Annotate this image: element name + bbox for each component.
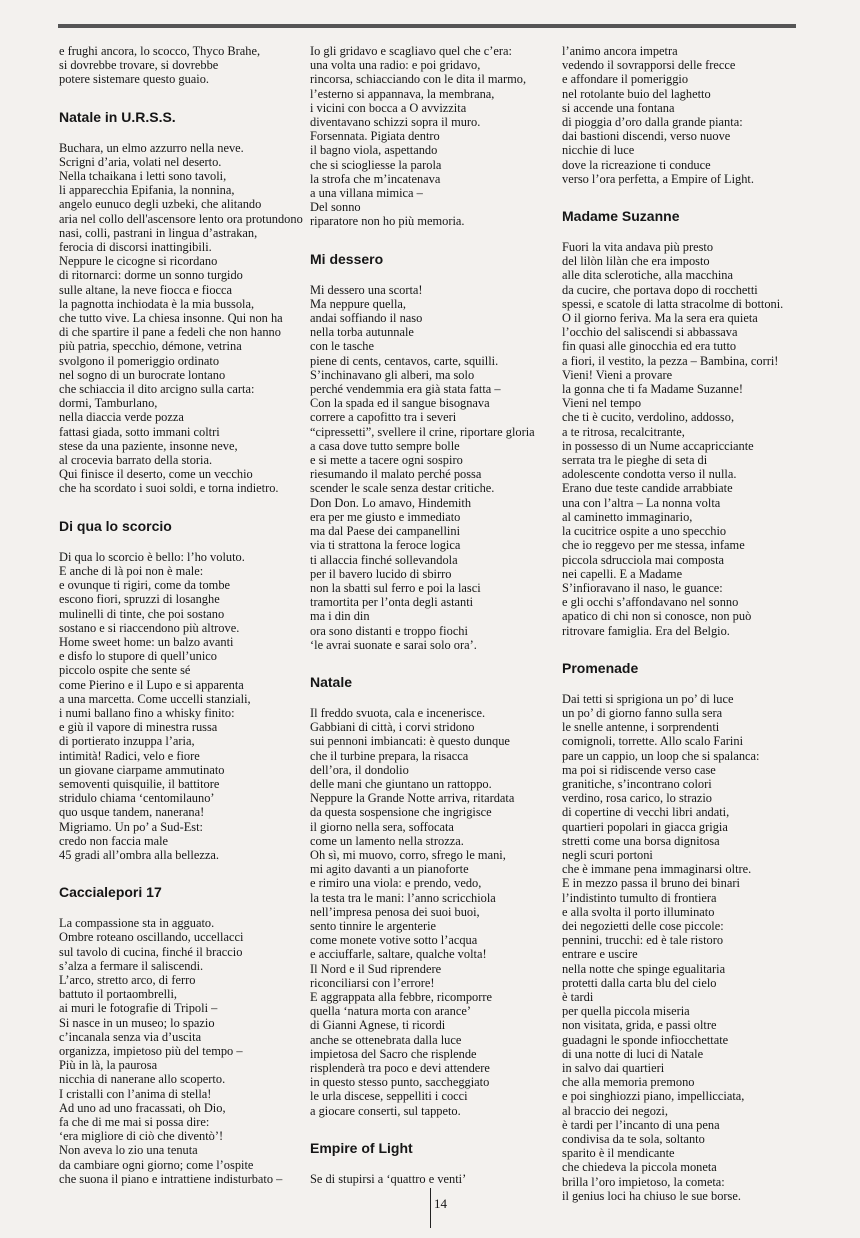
poem-title: Di qua lo scorcio [59,517,172,534]
poem-line: granitiche, s’incontrano colori [562,776,712,791]
poem-line: stridulo chiama ‘centomilauno’ [59,791,215,806]
poem-line: ora sono distanti e troppo fiochi [310,623,468,638]
poem-line: nella notte che spinge egualitaria [562,961,726,976]
poem-line: protetti dalla carta blu del cielo [562,975,717,990]
section-gap [310,1118,545,1140]
poem-line: Di qua lo scorcio è bello: l’ho voluto. [59,549,245,564]
poem-line: l’occhio del saliscendi si abbassava [562,325,738,340]
poem-text [310,706,545,1118]
poem-line: mulinelli di tinte, che poi sostano [59,606,225,621]
poem-line: Erano due teste candide arrabbiate [562,481,733,496]
poem-line: aria nel collo dell'ascensore lento ora protundono [59,211,303,226]
poem-line: ‘le avrai suonate e sarai solo ora’. [310,637,477,652]
poem-line: nell’impresa penosa dei suoi buoi, [310,904,480,919]
poem-line: a una villana mimica – [310,186,423,201]
section-gap [562,186,797,208]
poem-line: Home sweet home: un balzo avanti [59,634,234,649]
poem-line: quo usque tandem, nanerana! [59,805,205,820]
poem-text [59,916,294,1186]
column-left [59,44,303,1186]
poem-line: nel rotolante buio del laghetto [562,86,711,101]
poem-title: Natale in U.R.S.S. [59,108,176,125]
poem-line: al caminetto immaginario, [562,509,693,524]
poem-title: Empire of Light [310,1139,413,1156]
poem-line: ti allaccia finché sollevandola [310,552,458,567]
poem-line: a giocare conserti, sul tappeto. [310,1103,461,1118]
poem-line: Ombre roteano oscillando, uccellacci [59,930,244,945]
poem-line: pennini, trucchi: ed è tale ristoro [562,933,724,948]
poem-line: Con la spada ed il sangue bisognava [310,396,490,411]
poem-line: di ritornarci: dorme un sonno turgido [59,268,243,283]
poem-line: nel sogno di un burocrate lontano [59,367,226,382]
poem-text [562,692,797,1203]
title-gap [562,224,797,240]
poem-text [310,1172,545,1186]
poem-line: sento tinnire le argenterie [310,918,437,933]
poem-line: sui pennoni imbiancati: è questo dunque [310,734,510,749]
poem-line: la strofa che m’incatenava [310,171,441,186]
poem-line: c’incanala senza via d’uscita [59,1029,202,1044]
poem-line: li apparecchia Epifania, la nonnina, [59,183,235,198]
poem-line: la pagnotta inchiodata è la mia bussola, [59,296,255,311]
poem-line: si dovrebbe trovare, si dovrebbe [59,58,219,73]
poem-line: Oh sì, mi muovo, corro, sfrego le mani, [310,847,506,862]
poem-line: verdino, rosa carico, lo strazio [562,791,713,806]
title-gap [310,1156,545,1172]
poem-line: ma i din din [310,609,370,624]
poem-line: in questo stesso punto, saccheggiato [310,1075,490,1090]
poem-line: Fuori la vita andava più presto [562,240,714,255]
poem-line: negli scuri portoni [562,847,653,862]
page-number: 14 [434,1196,447,1211]
poem-line: il giorno nella sera, soffocata [310,819,454,834]
poem-line: Neppure la Grande Notte arriva, ritardata [310,791,515,806]
poem-line: alle dita sclerotiche, alla macchina [562,268,733,283]
title-gap [562,676,797,692]
poem-line: ferocia di discorsi inattingibili. [59,240,212,255]
poem-line: dell’ora, il dondolio [310,762,409,777]
poem-line: stese da una paziente, insonne neve, [59,438,238,453]
poem-line: angelo eunuco degli uzbeki, che alitando [59,197,262,212]
poem-line: vedendo il sovrapporsi delle frecce [562,58,736,73]
poem-text [310,44,545,229]
poem-line: Si nasce in un museo; lo spazio [59,1015,215,1030]
poem-line: ma dal Paese dei campanellini [310,524,461,539]
poem-line: il bagno viola, aspettando [310,143,438,158]
poem-line: diventavano schizzi sopra il muro. [310,115,481,130]
poem-line: Gabbiani di città, i corvi stridono [310,720,475,735]
poem-line: e disfo lo stupore di quell’unico [59,649,217,664]
poem-line: stretti come una borsa dignitosa [562,833,720,848]
section-gap [562,638,797,660]
poem-line: in salvo dai quartieri [562,1061,665,1075]
poem-line: a fiori, il vestito, la pezza – Bambina, corri! [562,353,779,368]
poem-text [562,240,797,638]
poem-line: più patria, specchio, démone, vetrina [59,339,242,354]
poem-line: Qui finisce il deserto, come un vecchio [59,467,253,482]
poem-line: piccola sdrucciola mai composta [562,552,725,567]
poem-line: O il giorno feriva. Ma la sera era quieta [562,311,758,326]
poem-line: è tardi [562,989,594,1004]
poem-line: e gli occhi s’affondavano nel sonno [562,595,739,610]
poem-line: Buchara, un elmo azzurro nella neve. [59,140,244,155]
poem-line: e rimiro una viola: e prendo, vedo, [310,876,482,891]
top-rule [58,24,796,28]
poem-text [59,550,294,862]
poem-text [562,44,797,186]
poem-line: in possesso di un Nume accapricciante [562,438,754,453]
poem-line: dormi, Tamburlano, [59,396,158,411]
poem-line: di che spartire il pane a fedeli che non hanno [59,325,281,340]
poem-line: ‘era migliore di ciò che diventò’! [59,1129,224,1144]
poem-line: piccolo ospite che sente sé [59,663,191,678]
poem-line: anche se ottenebrata dalla luce [310,1032,462,1047]
poem-line: adolescente condotta verso il nulla. [562,467,737,482]
poem-line: Dai tetti si sprigiona un po’ di luce [562,691,734,706]
title-gap [310,690,545,706]
poem-line: ma poi si ridiscende verso case [562,762,716,777]
poem-line: Don Don. Lo amavo, Hindemith [310,495,472,510]
poem-line: S’infioravano il naso, le guance: [562,580,723,595]
poem-line: “cipressetti”, svellere il crine, riportare gloria [310,424,535,439]
poem-line: piene di cents, centavos, carte, squilli. [310,353,499,368]
poem-line: che suona il piano e intrattiene indisturbato – [59,1171,283,1186]
poem-line: semoventi quisquilie, il battitore [59,776,220,791]
poem-line: di copertine di vecchi libri andati, [562,805,730,820]
poem-line: con le tasche [310,339,374,354]
poem-line: fin quasi alle ginocchia ed era tutto [562,339,737,354]
poem-line: nella diaccia verde pozza [59,410,184,425]
poem-line: intimità! Radici, velo e fiore [59,748,200,763]
poem-line: svolgono il pomeriggio ordinato [59,353,220,368]
poem-line: l’indistinto tumulto di frontiera [562,890,717,905]
poem-line: le snelle antenne, i sorprendenti [562,720,720,735]
poem-line: quartieri popolari in giacca grigia [562,819,728,834]
poem-line: correre a capofitto tra i severi [310,410,457,425]
poem-line: al braccio dei negozi, [562,1103,668,1118]
section-gap [59,496,294,518]
poem-line: e giù il vapore di minestra russa [59,720,218,735]
poem-title: Madame Suzanne [562,208,680,225]
poem-line: nei capelli. E a Madame [562,566,683,581]
poem-line: che chiedeva la piccola moneta [562,1160,717,1175]
poem-line: quella ‘natura morta con arance’ [310,1004,471,1019]
poem-line: escono fiori, spruzzi di losanghe [59,592,220,607]
poem-line: che è immane pena immaginarsi oltre. [562,862,752,877]
poem-line: i vicini con bocca a O avvizzita [310,100,467,115]
poem-line: non visitata, grida, e passi oltre [562,1018,717,1033]
poem-line: al crocevia barrato della storia. [59,453,213,468]
poem-line: delle mani che giuntano un rattoppo. [310,776,492,791]
poem-line: di una notte di luci di Natale [562,1046,704,1061]
poem-line: riconciliarsi con l’errore! [310,975,435,990]
poem-text [59,140,303,496]
column-middle [310,44,545,1186]
poem-line: come monete votive sotto l’acqua [310,933,478,948]
poem-line: riesumando il malato perché possa [310,467,482,482]
poem-line: si accende una fontana [562,100,675,115]
poem-line: Se di stupirsi a ‘quattro e venti’ [310,1171,467,1186]
poem-line: l’animo ancora impetra [562,44,678,58]
poem-line: come Pierino e il Lupo e si apparenta [59,677,244,692]
poem-line: Vieni! Vieni a provare [562,367,673,382]
poem-line: spessi, e scatole di latta stracolme di bottoni. [562,296,784,311]
poem-line: del lilòn lilàn che era imposto [562,254,710,269]
section-gap [59,862,294,884]
poem-line: da cambiare ogni giorno; come l’ospite [59,1157,254,1172]
poem-line: dove la ricreazione ti conduce [562,157,711,172]
section-gap [310,229,545,251]
poem-line: nicchie di luce [562,143,635,158]
poem-text [59,44,294,87]
poem-line: Del sonno [310,200,361,215]
poem-line: Scrigni d’aria, volati nel deserto. [59,154,222,169]
poem-line: E aggrappata alla febbre, ricomporre [310,989,492,1004]
poem-line: un giovane ciarpame ammutinato [59,762,225,777]
poem-line: rincorsa, schiacciando con le dita il marmo, [310,72,527,87]
poem-line: I cristalli con l’anima di stella! [59,1086,212,1101]
poem-line: E anche di là poi non è male: [59,563,204,578]
poem-line: di pioggia d’oro dalla grande pianta: [562,115,743,130]
poem-text [310,283,545,652]
poem-line: battuto il portaombrelli, [59,987,178,1002]
title-gap [59,900,294,916]
poem-title: Natale [310,673,353,690]
poem-line: verso l’ora perfetta, a Empire of Light. [562,171,754,186]
poem-line: a casa dove tutto sempre bolle [310,438,460,453]
poem-line: le urla discese, seppelliti i cocci [310,1089,468,1104]
poem-line: Il Nord e il Sud riprendere [310,961,442,976]
poem-line: a una marcetta. Come uccelli stanziali, [59,691,251,706]
poem-line: tramortita per l’onta degli astanti [310,595,474,610]
poem-line: è tardi per l’incanto di una pena [562,1117,720,1132]
poem-line: la gonna che ti fa Madame Suzanne! [562,382,743,397]
poem-line: Più in là, la paurosa [59,1058,158,1073]
poem-line: ai muri le fotografie di Tripoli – [59,1001,218,1016]
poem-line: comignoli, torrette. Allo scalo Farini [562,734,744,749]
poem-line: che ti è cucito, verdolino, addosso, [562,410,735,425]
poem-line: riparatore non ho più memoria. [310,214,465,229]
poem-line: che io reggevo per me stessa, infame [562,538,745,553]
poem-line: La compassione sta in agguato. [59,916,215,931]
poem-line: sul tavolo di cucina, finché il braccio [59,944,243,959]
poem-line: e affondare il pomeriggio [562,72,689,87]
poem-line: sostano e si riaccendono più altrove. [59,620,240,635]
section-gap [310,652,545,674]
poem-line: brilla l’oro impietoso, la cometa: [562,1174,725,1189]
poem-line: che tutto vive. La chiesa insonne. Qui non ha [59,311,283,326]
poem-line: che ha scordato i suoi soldi, e torna indietro. [59,481,279,496]
title-gap [310,267,545,283]
poem-line: e frughi ancora, lo scocco, Thyco Brahe, [59,44,261,58]
poem-line: e acciuffarle, saltare, qualche volta! [310,947,487,962]
poem-line: da cucire, che portava dopo di rocchetti [562,282,758,297]
title-gap [59,125,294,141]
poem-line: una con l’altra – La nonna volta [562,495,721,510]
poem-line: Ma neppure quella, [310,296,406,311]
poem-line: condivisa da te sola, soltanto [562,1132,705,1147]
poem-title: Caccialepori 17 [59,884,162,901]
column-right [562,44,797,1203]
poem-line: Non aveva lo zio una tenuta [59,1143,198,1158]
poem-line: impietosa del Sacro che risplende [310,1046,477,1061]
poem-line: s’alza a fermare il saliscendi. [59,958,204,973]
poem-line: a te ritrosa, recalcitrante, [562,424,685,439]
poem-line: Migriamo. Un po’ a Sud-Est: [59,819,203,834]
poem-line: un po’ di giorno fanno sulla sera [562,705,723,720]
poem-line: come un lamento nella strozza. [310,833,464,848]
poem-line: via ti strattona la feroce logica [310,538,461,553]
poem-line: che il turbine prepara, la risacca [310,748,469,763]
poem-line: e si mette a tacere ogni sospiro [310,453,463,468]
poem-line: Mi dessero una scorta! [310,282,423,297]
poem-line: perché vendemmia era già stata fatta – [310,382,501,397]
poem-line: di portierato inzuppa l’aria, [59,734,195,749]
poem-line: nicchia di nanerane allo scoperto. [59,1072,226,1087]
poem-line: entrare e uscire [562,947,638,962]
poem-line: organizza, impietoso più del tempo – [59,1043,243,1058]
page-number-rule [430,1188,431,1228]
poem-line: Ad uno ad uno fracassati, oh Dio, [59,1100,226,1115]
poem-line: per quella piccola miseria [562,1004,690,1019]
poem-line: il genius loci ha chiuso le sue borse. [562,1188,741,1203]
poem-line: scender le scale senza destar critiche. [310,481,495,496]
poem-line: la testa tra le mani: l’anno scricchiola [310,890,496,905]
poem-line: mi agito davanti a un pianoforte [310,862,469,877]
title-gap [59,534,294,550]
poem-line: era per me giusto e immediato [310,509,461,524]
poem-line: l’esterno si appannava, la membrana, [310,86,495,101]
section-gap [59,87,294,109]
poem-line: credo non faccia male [59,833,169,848]
poem-line: sulle altane, la neve fiocca e fiocca [59,282,233,297]
poem-line: nasi, colli, pastrani in lingua d’astrakan, [59,225,258,240]
poem-title: Promenade [562,659,639,676]
poem-line: non la sbatti sul ferro e poi la lasci [310,580,481,595]
poem-line: e poi singhiozzi piano, impellicciata, [562,1089,745,1104]
poem-line: Il freddo svuota, cala e incenerisce. [310,705,486,720]
poem-line: E in mezzo passa il bruno dei binari [562,876,740,891]
poem-line: S’inchinavano gli alberi, ma solo [310,367,475,382]
poem-line: Forsennata. Pigiata dentro [310,129,440,144]
poem-line: e ovunque ti rigiri, come da tombe [59,578,231,593]
poem-line: dai bastioni discendi, verso nuove [562,129,731,144]
poem-line: apatico di chi non si conosce, non può [562,609,752,624]
poem-line: di Gianni Agnese, ti ricordi [310,1018,446,1033]
poem-line: Io gli gridavo e scagliavo quel che c’era: [310,44,512,58]
poem-line: sparito è il mendicante [562,1146,675,1161]
poem-line: fa che di me mai si possa dire: [59,1115,210,1129]
poem-line: ritrovare famiglia. Era del Belgio. [562,623,730,638]
poem-line: Nella tchaikana i letti sono tavoli, [59,169,227,184]
poem-line: L’arco, stretto arco, di ferro [59,972,196,987]
poem-line: una volta una radio: e poi gridavo, [310,58,481,73]
poem-line: la cucitrice ospite a uno specchio [562,524,727,539]
poem-line: dei negozietti delle cose piccole: [562,918,724,933]
poem-line: e alla svolta il porto illuminato [562,904,715,919]
poem-line: i numi ballano fino a whisky finito: [59,705,235,720]
poem-line: che schiaccia il dito arcigno sulla carta: [59,382,255,397]
poem-line: che si sciogliesse la parola [310,157,442,172]
poem-title: Mi dessero [310,250,384,267]
poem-line: serrata tra le pieghe di seta di [562,453,708,468]
poem-line: nella torba autunnale [310,325,414,340]
poem-line: 45 gradi all’ombra alla bellezza. [59,847,219,862]
poem-line: andai soffiando il naso [310,311,423,326]
poem-line: da questa sospensione che ingrigisce [310,805,492,820]
poem-line: guadagni le sponde infiocchettate [562,1032,729,1047]
poem-line: risplenderà tra poco e devi attendere [310,1061,490,1075]
poem-line: fattasi giada, sotto immani coltri [59,424,220,439]
poem-line: per il bavero lucido di sbirro [310,566,452,581]
poem-line: potere sistemare questo guaio. [59,72,210,87]
poem-line: Vieni nel tempo [562,396,642,411]
poem-line: Neppure le cicogne si ricordano [59,254,218,269]
poem-line: che alla memoria premono [562,1075,695,1090]
poem-line: pare un cappio, un loop che si spalanca: [562,748,760,763]
